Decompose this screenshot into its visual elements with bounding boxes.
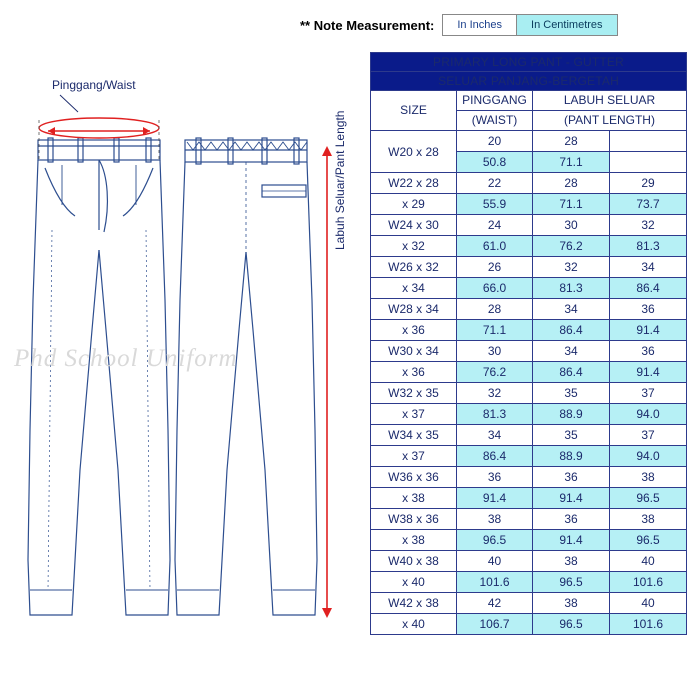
row-size: W20 x 28 <box>371 131 457 173</box>
waist-label: Pinggang/Waist <box>52 78 136 92</box>
cell-waist-in: 36 <box>457 467 533 488</box>
cell-waist-in: 38 <box>457 509 533 530</box>
cell-length-a-in: 35 <box>533 383 610 404</box>
cell-length-b-in: 32 <box>610 215 687 236</box>
cell-length-a-in: 34 <box>533 341 610 362</box>
table-row <box>371 194 687 215</box>
header-size: SIZE <box>371 91 457 131</box>
cell-waist-cm: 101.6 <box>457 572 533 593</box>
cell-waist-cm: 61.0 <box>457 236 533 257</box>
table-row <box>371 404 687 425</box>
row-size-alt: x 40 <box>371 614 457 635</box>
table-row <box>371 341 687 362</box>
cell-length-b-in: 36 <box>610 341 687 362</box>
cell-waist-cm: 96.5 <box>457 530 533 551</box>
header-waist-line2: (WAIST) <box>457 111 533 131</box>
table-row <box>371 173 687 194</box>
pant-length-label: Labuh Seluar/Pant Length <box>333 110 347 250</box>
row-size: W38 x 36 <box>371 509 457 530</box>
cell-waist-in: 42 <box>457 593 533 614</box>
cell-length-a-in: 36 <box>533 509 610 530</box>
cell-length-b-in: 40 <box>610 593 687 614</box>
cell-length-b-in: 34 <box>610 257 687 278</box>
cell-length-a-cm: 96.5 <box>533 614 610 635</box>
header-length-line2: (PANT LENGTH) <box>533 111 687 131</box>
cell-waist-cm: 86.4 <box>457 446 533 467</box>
row-size: W34 x 35 <box>371 425 457 446</box>
row-size: W36 x 36 <box>371 467 457 488</box>
table-row <box>371 572 687 593</box>
row-size: W32 x 35 <box>371 383 457 404</box>
cell-waist-cm: 55.9 <box>457 194 533 215</box>
cell-waist-cm: 50.8 <box>457 152 533 173</box>
cell-length-b-in: 37 <box>610 383 687 404</box>
row-size-alt: x 29 <box>371 194 457 215</box>
table-row <box>371 425 687 446</box>
row-size: W42 x 38 <box>371 593 457 614</box>
cell-length-a-cm: 96.5 <box>533 572 610 593</box>
row-size: W22 x 28 <box>371 173 457 194</box>
cell-length-a-cm: 91.4 <box>533 530 610 551</box>
table-row <box>371 467 687 488</box>
row-size-alt: x 40 <box>371 572 457 593</box>
cell-length-a-cm: 88.9 <box>533 446 610 467</box>
note-measurement-label: ** Note Measurement: <box>300 17 435 33</box>
length-measure-arrow <box>322 146 332 618</box>
cell-length-b-cm: 96.5 <box>610 530 687 551</box>
row-size-alt: x 37 <box>371 404 457 425</box>
table-title-row-2 <box>371 72 687 91</box>
row-size-alt: x 38 <box>371 530 457 551</box>
row-size: W26 x 32 <box>371 257 457 278</box>
cell-length-b-in: 36 <box>610 299 687 320</box>
table-row <box>371 131 687 152</box>
row-size: W24 x 30 <box>371 215 457 236</box>
cell-length-b-cm: 91.4 <box>610 320 687 341</box>
cell-waist-cm: 66.0 <box>457 278 533 299</box>
size-table-wrapper <box>370 52 686 635</box>
table-row <box>371 278 687 299</box>
cell-length-b-cm: 86.4 <box>610 278 687 299</box>
cell-length-a-in: 30 <box>533 215 610 236</box>
cell-length-a-cm: 86.4 <box>533 362 610 383</box>
cell-waist-cm: 76.2 <box>457 362 533 383</box>
cell-length-b-in: 40 <box>610 551 687 572</box>
cell-waist-cm: 106.7 <box>457 614 533 635</box>
cell-length-b-in: 37 <box>610 425 687 446</box>
cell-length-a-in: 34 <box>533 299 610 320</box>
table-row <box>371 488 687 509</box>
cell-length-a-cm: 71.1 <box>533 194 610 215</box>
table-row <box>371 593 687 614</box>
table-row <box>371 215 687 236</box>
table-header-row <box>371 91 687 111</box>
table-row <box>371 530 687 551</box>
cell-length-a-in: 28 <box>533 131 610 152</box>
cell-length-a-in: 32 <box>533 257 610 278</box>
cell-length-b-cm <box>610 152 687 173</box>
row-size: W40 x 38 <box>371 551 457 572</box>
table-row <box>371 614 687 635</box>
row-size-alt: x 36 <box>371 320 457 341</box>
row-size-alt: x 32 <box>371 236 457 257</box>
row-size: W28 x 34 <box>371 299 457 320</box>
table-row <box>371 551 687 572</box>
table-row <box>371 362 687 383</box>
table-row <box>371 257 687 278</box>
row-size: W30 x 34 <box>371 341 457 362</box>
row-size-alt: x 38 <box>371 488 457 509</box>
table-title-row-1 <box>371 53 687 72</box>
cell-length-a-cm: 86.4 <box>533 320 610 341</box>
cell-length-a-in: 35 <box>533 425 610 446</box>
cell-length-a-cm: 88.9 <box>533 404 610 425</box>
cell-length-a-cm: 81.3 <box>533 278 610 299</box>
cell-length-b-cm: 94.0 <box>610 404 687 425</box>
cell-length-b-cm: 101.6 <box>610 614 687 635</box>
header-length-line1: LABUH SELUAR <box>533 91 687 111</box>
table-row <box>371 509 687 530</box>
cell-length-a-cm: 71.1 <box>533 152 610 173</box>
cell-waist-cm: 81.3 <box>457 404 533 425</box>
row-size-alt: x 36 <box>371 362 457 383</box>
cell-waist-in: 20 <box>457 131 533 152</box>
cell-waist-cm: 91.4 <box>457 488 533 509</box>
cell-length-a-in: 38 <box>533 551 610 572</box>
waist-measure-indicator <box>39 95 159 160</box>
cell-length-b-cm: 101.6 <box>610 572 687 593</box>
unit-option-inches[interactable]: In Inches <box>443 15 517 35</box>
cell-waist-cm: 71.1 <box>457 320 533 341</box>
table-row <box>371 299 687 320</box>
header-waist-line1: PINGGANG <box>457 91 533 111</box>
cell-length-b-in: 38 <box>610 467 687 488</box>
cell-length-b-in: 29 <box>610 173 687 194</box>
cell-length-a-in: 38 <box>533 593 610 614</box>
cell-waist-in: 40 <box>457 551 533 572</box>
table-row <box>371 236 687 257</box>
cell-length-b-cm: 96.5 <box>610 488 687 509</box>
cell-length-a-cm: 91.4 <box>533 488 610 509</box>
cell-length-b-in <box>610 131 687 152</box>
cell-length-b-cm: 91.4 <box>610 362 687 383</box>
cell-waist-in: 34 <box>457 425 533 446</box>
cell-length-b-cm: 73.7 <box>610 194 687 215</box>
cell-waist-in: 28 <box>457 299 533 320</box>
cell-length-b-in: 38 <box>610 509 687 530</box>
row-size-alt: x 37 <box>371 446 457 467</box>
table-title-primary: PRIMARY LONG PANT - GUTTER <box>371 53 687 72</box>
cell-length-a-cm: 76.2 <box>533 236 610 257</box>
cell-waist-in: 32 <box>457 383 533 404</box>
cell-length-a-in: 36 <box>533 467 610 488</box>
cell-waist-in: 22 <box>457 173 533 194</box>
unit-option-centimetres[interactable]: In Centimetres <box>517 15 617 35</box>
table-row <box>371 383 687 404</box>
cell-waist-in: 24 <box>457 215 533 236</box>
cell-waist-in: 26 <box>457 257 533 278</box>
table-title-secondary: SELUAR PANJANG-BERGETAH <box>371 72 687 91</box>
size-table <box>370 52 687 635</box>
unit-toggle[interactable] <box>442 14 617 36</box>
cell-waist-in: 30 <box>457 341 533 362</box>
table-row <box>371 446 687 467</box>
watermark: Phd School Uniform <box>14 345 238 372</box>
cell-length-a-in: 28 <box>533 173 610 194</box>
table-row <box>371 320 687 341</box>
row-size-alt: x 34 <box>371 278 457 299</box>
cell-length-b-cm: 81.3 <box>610 236 687 257</box>
cell-length-b-cm: 94.0 <box>610 446 687 467</box>
